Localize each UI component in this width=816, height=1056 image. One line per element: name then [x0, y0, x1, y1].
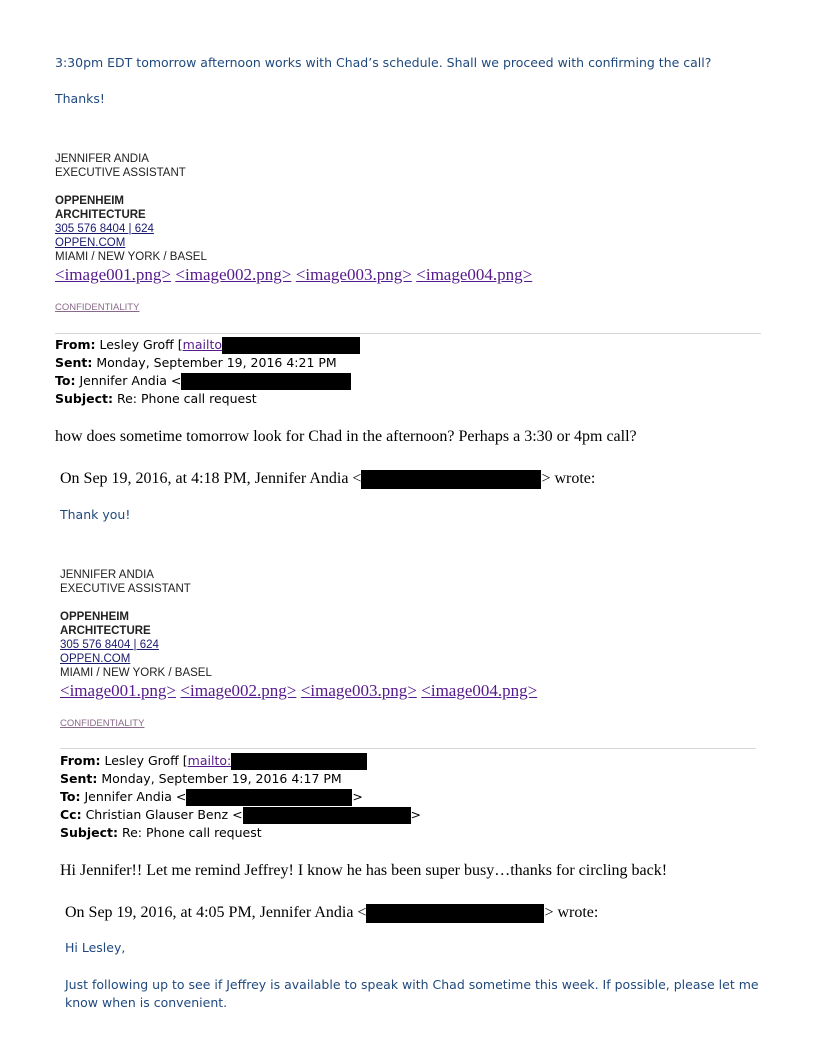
email-header — [60, 752, 421, 842]
divider — [55, 333, 761, 334]
image-link[interactable]: <image002.png> — [180, 681, 297, 700]
redaction — [231, 753, 367, 770]
subject-value: Re: Phone call request — [121, 825, 262, 840]
signature-title: EXECUTIVE ASSISTANT — [55, 167, 186, 179]
from-label: From: — [60, 753, 101, 768]
cc-value: Christian Glauser Benz < — [85, 807, 243, 822]
redaction — [222, 337, 360, 354]
quote-prefix: On Sep 19, 2016, at 4:05 PM, Jennifer Andia < — [65, 904, 367, 922]
image-attachments — [60, 681, 537, 701]
sent-label: Sent: — [60, 771, 98, 786]
image-link[interactable]: <image004.png> — [416, 265, 533, 284]
email-header — [55, 336, 360, 408]
to-value: Jennifer Andia < — [84, 789, 187, 804]
signature-name: JENNIFER ANDIA — [55, 153, 149, 165]
redaction — [181, 373, 351, 390]
followup-line: Just following up to see if Jeffrey is available to speak with Chad sometime this week. If possible, please let me — [65, 977, 759, 992]
image-attachments — [55, 265, 532, 285]
thank-you-text: Thank you! — [60, 507, 131, 522]
redaction — [243, 807, 411, 824]
image-link[interactable]: <image003.png> — [300, 681, 417, 700]
image-link[interactable]: <image004.png> — [421, 681, 538, 700]
signature-company-line2: ARCHITECTURE — [60, 625, 151, 637]
signature-company-line2: ARCHITECTURE — [55, 209, 146, 221]
sent-label: Sent: — [55, 355, 93, 370]
signature-company: OPPENHEIM — [60, 611, 130, 623]
from-label: From: — [55, 337, 96, 352]
image-link[interactable]: <image001.png> — [60, 681, 176, 700]
signature-title: EXECUTIVE ASSISTANT — [60, 583, 191, 595]
quote-prefix: On Sep 19, 2016, at 4:18 PM, Jennifer Andia < — [60, 470, 362, 488]
to-suffix: > — [352, 789, 363, 804]
signature-cities: MIAMI / NEW YORK / BASEL — [55, 251, 207, 263]
mailto-link[interactable]: mailto — [182, 337, 222, 352]
thanks-text: Thanks! — [55, 91, 105, 106]
sent-value: Monday, September 19, 2016 4:21 PM — [96, 355, 337, 370]
signature-block — [55, 152, 207, 264]
website-link[interactable]: OPPEN.COM — [55, 237, 126, 249]
redaction — [366, 904, 544, 923]
quote-suffix: > wrote: — [541, 470, 596, 488]
to-value: Jennifer Andia < — [79, 373, 182, 388]
from-value: Lesley Groff [ — [99, 337, 183, 352]
mailto-link[interactable]: mailto: — [187, 753, 232, 768]
sent-value: Monday, September 19, 2016 4:17 PM — [101, 771, 342, 786]
image-link[interactable]: <image003.png> — [295, 265, 412, 284]
redaction — [186, 789, 352, 806]
quote-line — [60, 470, 595, 489]
website-link[interactable]: OPPEN.COM — [60, 653, 131, 665]
phone-link[interactable]: 305 576 8404 | 624 — [60, 639, 159, 651]
signature-name: JENNIFER ANDIA — [60, 569, 154, 581]
cc-label: Cc: — [60, 807, 82, 822]
email-body: how does sometime tomorrow look for Chad in the afternoon? Perhaps a 3:30 or 4pm call? — [55, 428, 637, 445]
signature-block — [60, 568, 212, 680]
confidentiality-link[interactable]: CONFIDENTIALITY — [60, 718, 145, 729]
phone-link[interactable]: 305 576 8404 | 624 — [55, 223, 154, 235]
image-link[interactable]: <image002.png> — [175, 265, 292, 284]
image-link[interactable]: <image001.png> — [55, 265, 171, 284]
confidentiality-link[interactable]: CONFIDENTIALITY — [55, 302, 140, 313]
quote-suffix: > wrote: — [544, 904, 599, 922]
cc-suffix: > — [410, 807, 422, 822]
followup-text — [65, 976, 759, 1012]
quote-line — [65, 904, 598, 923]
greeting-text: Hi Lesley, — [65, 940, 126, 955]
to-label: To: — [55, 373, 76, 388]
subject-label: Subject: — [60, 825, 118, 840]
to-label: To: — [60, 789, 81, 804]
email-body: Hi Jennifer!! Let me remind Jeffrey! I know he has been super busy…thanks for circling back! — [60, 862, 668, 879]
subject-label: Subject: — [55, 391, 113, 406]
subject-value: Re: Phone call request — [116, 391, 257, 406]
signature-company: OPPENHEIM — [55, 195, 125, 207]
redaction — [361, 470, 541, 489]
followup-line: know when is convenient. — [65, 995, 228, 1010]
signature-cities: MIAMI / NEW YORK / BASEL — [60, 667, 212, 679]
divider — [60, 748, 756, 749]
message-line: 3:30pm EDT tomorrow afternoon works with Chad’s schedule. Shall we proceed with confirming the call? — [55, 55, 712, 70]
from-value: Lesley Groff [ — [104, 753, 188, 768]
